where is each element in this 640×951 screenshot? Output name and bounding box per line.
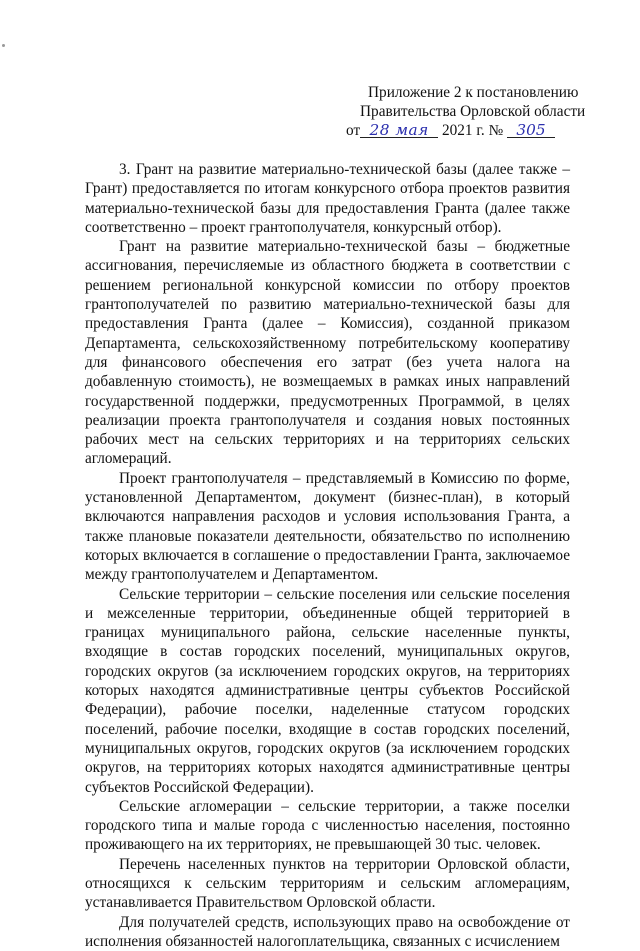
paragraph: Грант на развитие материально-технической базы – бюджетные ассигнования, перечисляемые из областного бюджета в соответствии с решением региональной конкурсной комиссии по отбору проектов грантополучателей по развитию материально-технической базы для предоставления Гранта (далее – Комиссия), созданной приказом Департамента, сельскохозяйственному потребительскому кооперативу для финансового обеспечения его затрат (без учета налога на добавленную стоимость), не возмещаемых в рамках иных направлений государственной поддержки, предусмотренных Программой, в целях реализации проекта грантополучателя и создания новых постоянных рабочих мест на сельских территориях и на территориях сельских агломераций. (85, 238, 570, 468)
paragraph: 3. Грант на развитие материально-технической базы (далее также – Грант) предоставляется по итогам конкурсного отбора проектов развития материально-технической базы для предоставления Гранта (далее также соответственно – проект грантополучателя, конкурсный отбор). (85, 161, 570, 236)
paragraph: Проект грантополучателя – представляемый в Комиссию по форме, установленной Департаментом, документ (бизнес-план), в который включаются направления расходов и условия использования Гранта, а также плановые показатели деятельности, обязательство по исполнению которых включается в соглашение о предоставлении Гранта, заключаемое между грантополучателем и Департаментом. (85, 469, 570, 584)
paragraph: Для получателей средств, использующих право на освобождение от исполнения обязанностей налогоплательщика, связанных с исчислением (85, 913, 570, 950)
handwritten-number: 305 (507, 123, 555, 138)
header-year-number-label: 2021 г. № (441, 122, 504, 139)
header-line-1: Приложение 2 к постановлению (368, 84, 579, 101)
paragraph: Сельские территории – сельские поселения или сельские поселения и межселенные территории, объединенные общей территорией в границах муниципального района, сельские населенные пункты, входящие в состав городских поселений, муниципальных округов, городских округов (за исключением городских округов, на территориях которых находятся административные центры субъектов Российской Федерации), рабочие поселки, наделенные статусом городских поселений, рабочие поселки, входящие в состав городских поселений, муниципальных округов, городских округов (за исключением городских округов, на территориях которых находятся административные центры субъектов Российской Федерации). (85, 585, 570, 796)
handwritten-date: 28 мая (360, 123, 438, 138)
header-prefix: от (346, 122, 361, 139)
header-line-2: Правительства Орловской области (360, 103, 586, 120)
paragraph: Перечень населенных пунктов на территории Орловской области, относящихся к сельским территориям и сельским агломерациям, устанавливается Правительством Орловской области. (85, 855, 570, 912)
appendix-header (346, 83, 596, 140)
paragraph: Сельские агломерации – сельские территории, а также поселки городского типа и малые города с численностью населения, постоянно проживающего на их территориях, не превышающей 30 тыс. человек. (85, 797, 570, 854)
scan-speck (2, 44, 5, 47)
document-body (85, 160, 570, 951)
header-line-3 (346, 121, 596, 140)
